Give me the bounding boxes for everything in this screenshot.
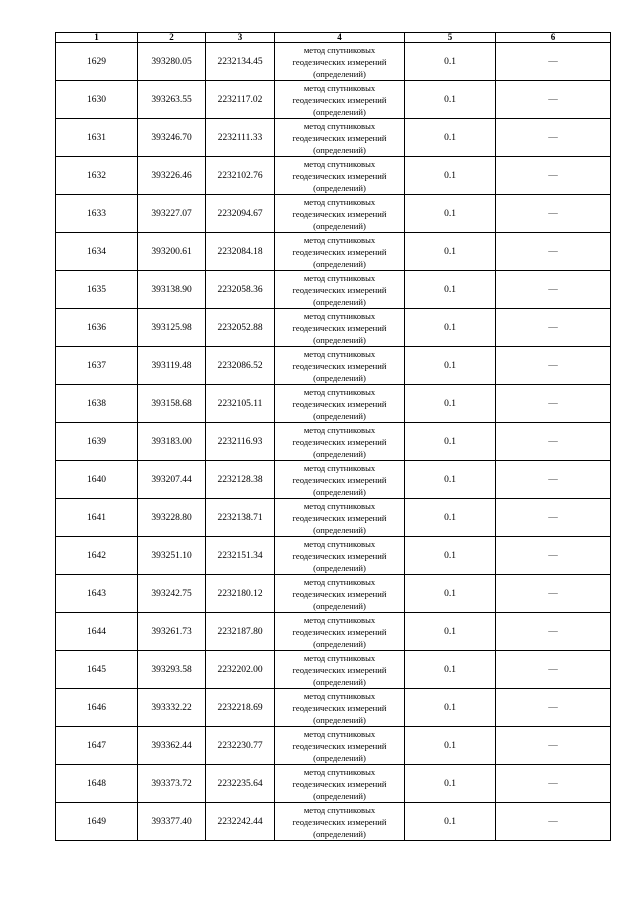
method-cell [275,271,405,309]
method-line: (определений) [313,182,366,193]
table-row [56,309,611,347]
y-coordinate-cell: 2232116.93 [206,423,275,461]
method-line: (определений) [313,258,366,269]
table-row [56,803,611,841]
method-line: метод спутниковых [303,766,376,777]
method-cell [275,119,405,157]
method-line: (определений) [313,106,366,117]
method-line: метод спутниковых [303,386,376,397]
y-coordinate-cell: 2232058.36 [206,271,275,309]
y-coordinate-cell: 2232138.71 [206,499,275,537]
table-row [56,461,611,499]
note-cell: — [496,651,611,689]
point-number-cell: 1632 [56,157,138,195]
y-coordinate-cell: 2232111.33 [206,119,275,157]
table-row [56,423,611,461]
accuracy-cell: 0.1 [405,43,496,81]
table-row [56,385,611,423]
method-line: геодезических измерений [292,702,387,713]
method-line: (определений) [313,68,366,79]
point-number-cell: 1637 [56,347,138,385]
method-cell [275,81,405,119]
method-line: метод спутниковых [303,424,376,435]
x-coordinate-cell: 393242.75 [138,575,206,613]
method-cell [275,575,405,613]
point-number-cell: 1629 [56,43,138,81]
y-coordinate-cell: 2232180.12 [206,575,275,613]
note-cell: — [496,385,611,423]
table-row [56,537,611,575]
x-coordinate-cell: 393138.90 [138,271,206,309]
note-cell: — [496,689,611,727]
table-row [56,195,611,233]
method-line: (определений) [313,600,366,611]
method-line: (определений) [313,638,366,649]
x-coordinate-cell: 393362.44 [138,727,206,765]
method-line: геодезических измерений [292,246,387,257]
method-line: метод спутниковых [303,158,376,169]
method-line: геодезических измерений [292,588,387,599]
table-row [56,727,611,765]
method-line: метод спутниковых [303,310,376,321]
y-coordinate-cell: 2232094.67 [206,195,275,233]
method-line: (определений) [313,752,366,763]
note-cell: — [496,157,611,195]
method-cell [275,537,405,575]
accuracy-cell: 0.1 [405,81,496,119]
method-line: (определений) [313,676,366,687]
y-coordinate-cell: 2232084.18 [206,233,275,271]
y-coordinate-cell: 2232102.76 [206,157,275,195]
table-row [56,689,611,727]
y-coordinate-cell: 2232187.80 [206,613,275,651]
header-col-6: 6 [496,33,611,43]
method-cell [275,157,405,195]
method-line: (определений) [313,448,366,459]
method-line: (определений) [313,562,366,573]
method-line: (определений) [313,372,366,383]
note-cell: — [496,271,611,309]
table-row [56,765,611,803]
method-line: геодезических измерений [292,474,387,485]
method-line: (определений) [313,296,366,307]
point-number-cell: 1646 [56,689,138,727]
note-cell: — [496,537,611,575]
x-coordinate-cell: 393226.46 [138,157,206,195]
accuracy-cell: 0.1 [405,727,496,765]
point-number-cell: 1642 [56,537,138,575]
method-line: геодезических измерений [292,284,387,295]
method-line: геодезических измерений [292,740,387,751]
accuracy-cell: 0.1 [405,689,496,727]
x-coordinate-cell: 393246.70 [138,119,206,157]
method-line: метод спутниковых [303,538,376,549]
method-cell [275,423,405,461]
table-row [56,271,611,309]
header-row [56,33,611,43]
method-line: геодезических измерений [292,664,387,675]
point-number-cell: 1639 [56,423,138,461]
note-cell: — [496,347,611,385]
note-cell: — [496,119,611,157]
table-row [56,499,611,537]
note-cell: — [496,499,611,537]
accuracy-cell: 0.1 [405,651,496,689]
x-coordinate-cell: 393373.72 [138,765,206,803]
note-cell: — [496,43,611,81]
table-row [56,651,611,689]
coordinates-table [55,32,611,841]
accuracy-cell: 0.1 [405,461,496,499]
method-line: (определений) [313,524,366,535]
note-cell: — [496,461,611,499]
y-coordinate-cell: 2232235.64 [206,765,275,803]
method-line: метод спутниковых [303,804,376,815]
note-cell: — [496,233,611,271]
method-line: (определений) [313,486,366,497]
method-line: геодезических измерений [292,132,387,143]
accuracy-cell: 0.1 [405,575,496,613]
method-line: (определений) [313,410,366,421]
table-row [56,613,611,651]
point-number-cell: 1645 [56,651,138,689]
accuracy-cell: 0.1 [405,309,496,347]
method-line: метод спутниковых [303,348,376,359]
method-line: геодезических измерений [292,778,387,789]
method-cell [275,765,405,803]
method-line: (определений) [313,714,366,725]
point-number-cell: 1636 [56,309,138,347]
method-line: (определений) [313,790,366,801]
method-line: геодезических измерений [292,626,387,637]
header-col-5: 5 [405,33,496,43]
x-coordinate-cell: 393280.05 [138,43,206,81]
method-cell [275,461,405,499]
x-coordinate-cell: 393293.58 [138,651,206,689]
y-coordinate-cell: 2232218.69 [206,689,275,727]
point-number-cell: 1634 [56,233,138,271]
method-cell [275,689,405,727]
x-coordinate-cell: 393263.55 [138,81,206,119]
point-number-cell: 1649 [56,803,138,841]
method-line: метод спутниковых [303,614,376,625]
accuracy-cell: 0.1 [405,157,496,195]
y-coordinate-cell: 2232128.38 [206,461,275,499]
x-coordinate-cell: 393207.44 [138,461,206,499]
table-row [56,119,611,157]
y-coordinate-cell: 2232202.00 [206,651,275,689]
method-line: метод спутниковых [303,728,376,739]
method-line: метод спутниковых [303,462,376,473]
method-cell [275,613,405,651]
method-cell [275,309,405,347]
note-cell: — [496,195,611,233]
x-coordinate-cell: 393119.48 [138,347,206,385]
point-number-cell: 1641 [56,499,138,537]
accuracy-cell: 0.1 [405,271,496,309]
method-cell [275,651,405,689]
method-line: (определений) [313,220,366,231]
point-number-cell: 1648 [56,765,138,803]
accuracy-cell: 0.1 [405,195,496,233]
y-coordinate-cell: 2232151.34 [206,537,275,575]
table-row [56,157,611,195]
x-coordinate-cell: 393228.80 [138,499,206,537]
note-cell: — [496,803,611,841]
note-cell: — [496,575,611,613]
x-coordinate-cell: 393251.10 [138,537,206,575]
method-line: геодезических измерений [292,360,387,371]
method-cell [275,347,405,385]
method-line: геодезических измерений [292,398,387,409]
point-number-cell: 1643 [56,575,138,613]
method-cell [275,385,405,423]
method-cell [275,803,405,841]
table-row [56,81,611,119]
method-line: метод спутниковых [303,500,376,511]
table-row [56,43,611,81]
method-line: геодезических измерений [292,208,387,219]
note-cell: — [496,423,611,461]
method-cell [275,43,405,81]
method-cell [275,727,405,765]
header-col-4: 4 [275,33,405,43]
accuracy-cell: 0.1 [405,347,496,385]
method-line: геодезических измерений [292,56,387,67]
method-cell [275,195,405,233]
method-cell [275,499,405,537]
method-line: метод спутниковых [303,196,376,207]
accuracy-cell: 0.1 [405,233,496,271]
method-line: геодезических измерений [292,512,387,523]
note-cell: — [496,613,611,651]
method-line: геодезических измерений [292,322,387,333]
x-coordinate-cell: 393125.98 [138,309,206,347]
method-line: геодезических измерений [292,436,387,447]
method-line: метод спутниковых [303,576,376,587]
method-line: (определений) [313,828,366,839]
method-line: метод спутниковых [303,652,376,663]
header-col-2: 2 [138,33,206,43]
accuracy-cell: 0.1 [405,119,496,157]
note-cell: — [496,81,611,119]
method-line: геодезических измерений [292,170,387,181]
point-number-cell: 1633 [56,195,138,233]
y-coordinate-cell: 2232242.44 [206,803,275,841]
accuracy-cell: 0.1 [405,423,496,461]
method-line: метод спутниковых [303,120,376,131]
method-line: метод спутниковых [303,690,376,701]
method-line: геодезических измерений [292,816,387,827]
table-body [56,43,611,841]
note-cell: — [496,309,611,347]
x-coordinate-cell: 393227.07 [138,195,206,233]
method-line: метод спутниковых [303,234,376,245]
table-row [56,575,611,613]
y-coordinate-cell: 2232052.88 [206,309,275,347]
accuracy-cell: 0.1 [405,803,496,841]
accuracy-cell: 0.1 [405,537,496,575]
x-coordinate-cell: 393183.00 [138,423,206,461]
method-line: метод спутниковых [303,272,376,283]
table-row [56,233,611,271]
method-cell [275,233,405,271]
note-cell: — [496,765,611,803]
y-coordinate-cell: 2232230.77 [206,727,275,765]
x-coordinate-cell: 393158.68 [138,385,206,423]
point-number-cell: 1647 [56,727,138,765]
header-col-1: 1 [56,33,138,43]
accuracy-cell: 0.1 [405,499,496,537]
method-line: (определений) [313,144,366,155]
method-line: метод спутниковых [303,44,376,55]
y-coordinate-cell: 2232105.11 [206,385,275,423]
accuracy-cell: 0.1 [405,613,496,651]
point-number-cell: 1635 [56,271,138,309]
point-number-cell: 1638 [56,385,138,423]
method-line: (определений) [313,334,366,345]
y-coordinate-cell: 2232134.45 [206,43,275,81]
note-cell: — [496,727,611,765]
accuracy-cell: 0.1 [405,765,496,803]
point-number-cell: 1640 [56,461,138,499]
table-row [56,347,611,385]
y-coordinate-cell: 2232086.52 [206,347,275,385]
x-coordinate-cell: 393200.61 [138,233,206,271]
y-coordinate-cell: 2232117.02 [206,81,275,119]
x-coordinate-cell: 393261.73 [138,613,206,651]
point-number-cell: 1630 [56,81,138,119]
accuracy-cell: 0.1 [405,385,496,423]
method-line: геодезических измерений [292,94,387,105]
header-col-3: 3 [206,33,275,43]
method-line: метод спутниковых [303,82,376,93]
x-coordinate-cell: 393377.40 [138,803,206,841]
point-number-cell: 1631 [56,119,138,157]
point-number-cell: 1644 [56,613,138,651]
x-coordinate-cell: 393332.22 [138,689,206,727]
method-line: геодезических измерений [292,550,387,561]
